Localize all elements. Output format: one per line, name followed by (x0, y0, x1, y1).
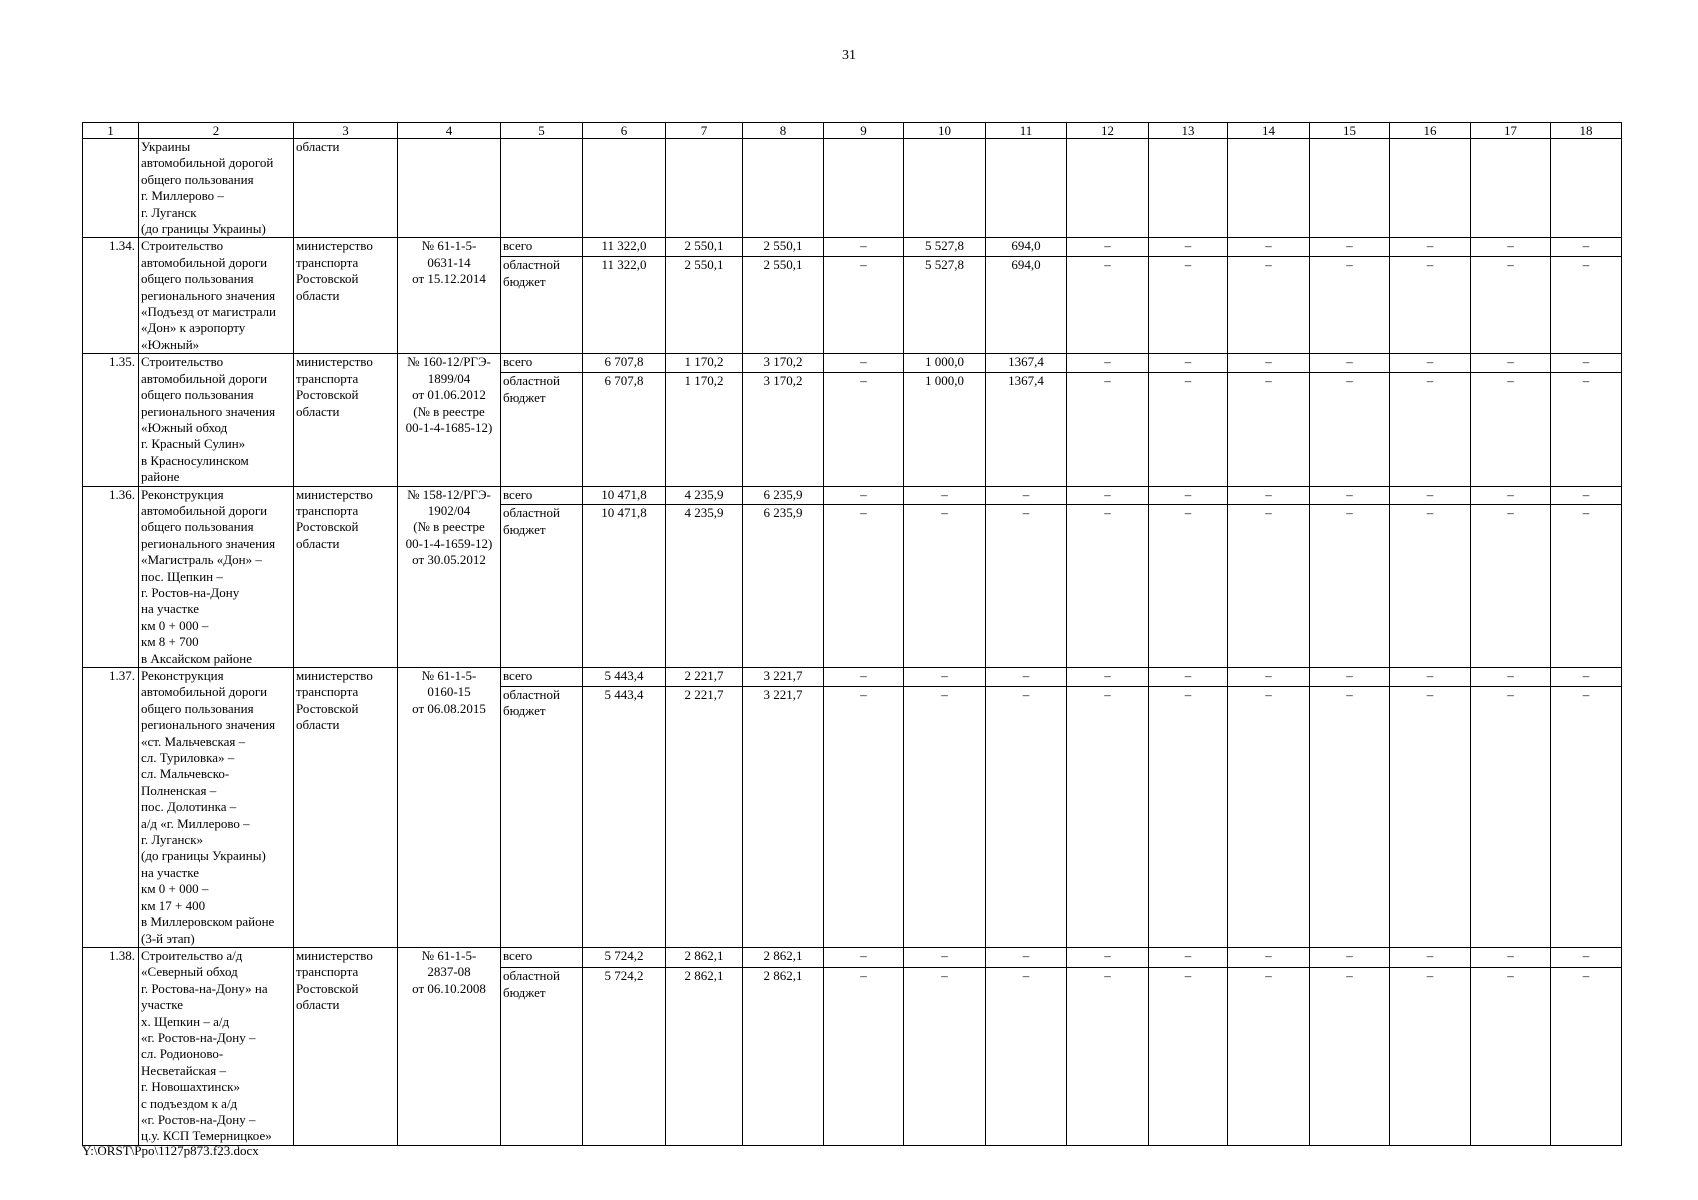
amount-cell: 5 527,8 (904, 257, 986, 354)
amount-cell: 4 235,9 (666, 486, 743, 505)
column-number-14: 14 (1228, 123, 1310, 139)
row-number: 1.38. (83, 947, 139, 1145)
amount-cell: 6 235,9 (743, 505, 824, 668)
row-number: 1.37. (83, 668, 139, 948)
amount-cell: – (1067, 354, 1149, 373)
agency: министерство транспорта Ростовской области (294, 486, 398, 667)
amount-cell: – (1149, 505, 1228, 668)
amount-cell: – (1551, 373, 1622, 486)
amount-cell: – (1551, 668, 1622, 687)
amount-cell: – (1390, 373, 1471, 486)
amount-cell: – (1149, 968, 1228, 1145)
column-number-row (83, 123, 1622, 139)
funding-source: областной бюджет (501, 257, 583, 354)
amount-cell: 2 862,1 (743, 947, 824, 968)
column-number-6: 6 (583, 123, 666, 139)
amount-cell: – (904, 947, 986, 968)
amount-cell: – (1149, 257, 1228, 354)
amount-cell: – (1390, 968, 1471, 1145)
amount-cell: – (1149, 686, 1228, 947)
amount-cell: – (1310, 947, 1390, 968)
amount-cell: – (1228, 238, 1310, 257)
document-ref: № 61-1-5- 0631-14 от 15.12.2014 (398, 238, 501, 354)
amount-cell: – (1149, 486, 1228, 505)
amount-cell: – (1067, 238, 1149, 257)
amount-cell: 2 550,1 (666, 257, 743, 354)
amount-cell: 6 707,8 (583, 373, 666, 486)
amount-cell: – (1551, 486, 1622, 505)
amount-cell: 2 550,1 (666, 238, 743, 257)
agency: министерство транспорта Ростовской области (294, 947, 398, 1145)
amount-cell: 10 471,8 (583, 505, 666, 668)
document-ref: № 61-1-5- 2837-08 от 06.10.2008 (398, 947, 501, 1145)
amount-cell: – (1390, 505, 1471, 668)
amount-cell: – (824, 486, 904, 505)
continuation-row (83, 139, 1622, 238)
amount-cell: 2 550,1 (743, 238, 824, 257)
amount-cell: – (1067, 486, 1149, 505)
amount-cell: – (1390, 686, 1471, 947)
funding-source: областной бюджет (501, 373, 583, 486)
amount-cell: 11 322,0 (583, 238, 666, 257)
agency: министерство транспорта Ростовской области (294, 354, 398, 486)
amount-cell: – (1551, 505, 1622, 668)
amount-cell: – (1390, 668, 1471, 687)
amount-cell: 1367,4 (986, 373, 1067, 486)
amount-cell: – (824, 968, 904, 1145)
amount-cell: – (1067, 668, 1149, 687)
funding-source: всего (501, 486, 583, 505)
document-ref: № 61-1-5- 0160-15 от 06.08.2015 (398, 668, 501, 948)
amount-cell: – (1310, 505, 1390, 668)
amount-cell: 10 471,8 (583, 486, 666, 505)
amount-cell: – (1228, 668, 1310, 687)
amount-cell: – (1471, 968, 1551, 1145)
amount-cell: – (1149, 238, 1228, 257)
row-number: 1.36. (83, 486, 139, 667)
funding-source: всего (501, 354, 583, 373)
amount-cell: – (1310, 668, 1390, 687)
amount-cell: 1 170,2 (666, 373, 743, 486)
amount-cell: – (1228, 373, 1310, 486)
program-table (82, 122, 1622, 1146)
amount-cell: – (1390, 257, 1471, 354)
amount-cell: – (1551, 354, 1622, 373)
row-number: 1.34. (83, 238, 139, 354)
amount-cell: – (1551, 968, 1622, 1145)
amount-cell: – (1551, 238, 1622, 257)
amount-cell: – (1067, 947, 1149, 968)
amount-cell: – (1390, 354, 1471, 373)
amount-cell: – (1228, 968, 1310, 1145)
row-number: 1.35. (83, 354, 139, 486)
amount-cell: 5 443,4 (583, 668, 666, 687)
amount-cell: – (986, 686, 1067, 947)
agency: министерство транспорта Ростовской области (294, 668, 398, 948)
amount-cell: – (1551, 686, 1622, 947)
amount-cell: – (1228, 257, 1310, 354)
amount-cell: – (1551, 257, 1622, 354)
amount-cell: – (1149, 668, 1228, 687)
amount-cell: 694,0 (986, 238, 1067, 257)
amount-cell: – (1149, 373, 1228, 486)
amount-cell: 1 000,0 (904, 354, 986, 373)
object-name: Строительство автомобильной дороги общего пользования регионального значения «Южный обход г. Красный Сулин» в Красносулинском районе (139, 354, 294, 486)
amount-cell: – (1390, 238, 1471, 257)
amount-cell: – (904, 505, 986, 668)
amount-cell: 5 443,4 (583, 686, 666, 947)
amount-cell: 5 527,8 (904, 238, 986, 257)
column-number-17: 17 (1471, 123, 1551, 139)
amount-cell: – (986, 947, 1067, 968)
page-number: 31 (842, 48, 856, 63)
footer-file-path: Y:\ORST\Ppo\1127p873.f23.docx (82, 1143, 259, 1158)
column-number-10: 10 (904, 123, 986, 139)
funding-source: всего (501, 947, 583, 968)
agency: министерство транспорта Ростовской области (294, 238, 398, 354)
funding-source: областной бюджет (501, 505, 583, 668)
amount-cell: – (1471, 668, 1551, 687)
amount-cell: – (1149, 947, 1228, 968)
amount-cell: – (1471, 238, 1551, 257)
amount-cell: – (1471, 373, 1551, 486)
amount-cell: 2 221,7 (666, 668, 743, 687)
funding-source: областной бюджет (501, 968, 583, 1145)
amount-cell: – (1390, 947, 1471, 968)
funding-source: всего (501, 668, 583, 687)
column-number-12: 12 (1067, 123, 1149, 139)
amount-cell: – (1471, 486, 1551, 505)
amount-cell: – (1067, 968, 1149, 1145)
agency: области (294, 139, 398, 238)
amount-cell: – (1310, 486, 1390, 505)
object-name: Реконструкция автомобильной дороги общего пользования регионального значения «Магистраль «Дон» – пос. Щепкин – г. Ростов-на-Дону на участке км 0 + 000 – км 8 + 700 в Аксайском районе (139, 486, 294, 667)
amount-cell: – (824, 505, 904, 668)
amount-cell: 3 170,2 (743, 354, 824, 373)
document-ref: № 160-12/РГЭ- 1899/04 от 01.06.2012 (№ в реестре 00-1-4-1685-12) (398, 354, 501, 486)
column-number-7: 7 (666, 123, 743, 139)
table-row (83, 947, 1622, 968)
amount-cell: – (904, 686, 986, 947)
amount-cell: – (1228, 486, 1310, 505)
amount-cell: – (1228, 947, 1310, 968)
cell-num (83, 139, 139, 238)
amount-cell: – (1067, 257, 1149, 354)
amount-cell: – (904, 668, 986, 687)
amount-cell: 6 707,8 (583, 354, 666, 373)
column-number-11: 11 (986, 123, 1067, 139)
table-row (83, 354, 1622, 373)
amount-cell: – (1228, 354, 1310, 373)
amount-cell: – (1551, 947, 1622, 968)
amount-cell: 3 221,7 (743, 668, 824, 687)
amount-cell: – (824, 257, 904, 354)
column-number-13: 13 (1149, 123, 1228, 139)
column-number-2: 2 (139, 123, 294, 139)
amount-cell: – (1228, 505, 1310, 668)
amount-cell: – (904, 968, 986, 1145)
amount-cell: – (1471, 257, 1551, 354)
document-ref: № 158-12/РГЭ- 1902/04 (№ в реестре 00-1-4-1659-12) от 30.05.2012 (398, 486, 501, 667)
column-number-1: 1 (83, 123, 139, 139)
amount-cell: – (1310, 354, 1390, 373)
amount-cell: – (1149, 354, 1228, 373)
amount-cell: – (1471, 947, 1551, 968)
amount-cell: – (824, 668, 904, 687)
amount-cell: 1 170,2 (666, 354, 743, 373)
column-number-18: 18 (1551, 123, 1622, 139)
amount-cell: – (1471, 505, 1551, 668)
amount-cell: 6 235,9 (743, 486, 824, 505)
amount-cell: 694,0 (986, 257, 1067, 354)
amount-cell: 1 000,0 (904, 373, 986, 486)
amount-cell: 3 221,7 (743, 686, 824, 947)
column-number-16: 16 (1390, 123, 1471, 139)
amount-cell: – (904, 486, 986, 505)
amount-cell: – (986, 668, 1067, 687)
column-number-4: 4 (398, 123, 501, 139)
amount-cell: – (986, 505, 1067, 668)
amount-cell: 11 322,0 (583, 257, 666, 354)
amount-cell: 4 235,9 (666, 505, 743, 668)
amount-cell: – (1471, 686, 1551, 947)
amount-cell: – (1310, 238, 1390, 257)
object-name: Украины автомобильной дорогой общего пользования г. Миллерово – г. Луганск (до границы Украины) (139, 139, 294, 238)
amount-cell: 1367,4 (986, 354, 1067, 373)
amount-cell: – (1390, 486, 1471, 505)
amount-cell: – (1067, 686, 1149, 947)
amount-cell: 2 862,1 (743, 968, 824, 1145)
amount-cell: – (1310, 686, 1390, 947)
funding-source: областной бюджет (501, 686, 583, 947)
amount-cell: – (824, 354, 904, 373)
amount-cell: 2 550,1 (743, 257, 824, 354)
amount-cell: 3 170,2 (743, 373, 824, 486)
column-number-3: 3 (294, 123, 398, 139)
column-number-9: 9 (824, 123, 904, 139)
amount-cell: – (824, 947, 904, 968)
amount-cell: 2 862,1 (666, 947, 743, 968)
amount-cell: – (824, 373, 904, 486)
amount-cell: – (1067, 373, 1149, 486)
amount-cell: – (1067, 505, 1149, 668)
amount-cell: – (1471, 354, 1551, 373)
amount-cell: – (1310, 257, 1390, 354)
object-name: Строительство а/д «Северный обход г. Ростова-на-Дону» на участке х. Щепкин – а/д «г. Ростов-на-Дону – сл. Родионово- Несветайская – г. Новошахтинск» с подъездом к а/д «г. Ростов-на-Дону – ц.у. КСП Темерницкое» (139, 947, 294, 1145)
object-name: Реконструкция автомобильной дороги общего пользования регионального значения «ст. Мальчевская – сл. Туриловка» – сл. Мальчевско- Полненская – пос. Долотинка – а/д «г. Миллерово – г. Луганск» (до границы Украины) на участке км 0 + 000 – км 17 + 400 в Миллеровском районе (3-й этап) (139, 668, 294, 948)
amount-cell: 5 724,2 (583, 947, 666, 968)
column-number-5: 5 (501, 123, 583, 139)
amount-cell: 2 221,7 (666, 686, 743, 947)
column-number-15: 15 (1310, 123, 1390, 139)
amount-cell: 5 724,2 (583, 968, 666, 1145)
amount-cell: – (824, 238, 904, 257)
amount-cell: – (986, 486, 1067, 505)
table-row (83, 668, 1622, 687)
amount-cell: – (1228, 686, 1310, 947)
amount-cell: – (1310, 373, 1390, 486)
amount-cell: – (1310, 968, 1390, 1145)
object-name: Строительство автомобильной дороги общего пользования регионального значения «Подъезд от магистрали «Дон» к аэропорту «Южный» (139, 238, 294, 354)
table-row (83, 238, 1622, 257)
column-number-8: 8 (743, 123, 824, 139)
table-row (83, 486, 1622, 505)
funding-source: всего (501, 238, 583, 257)
amount-cell: 2 862,1 (666, 968, 743, 1145)
amount-cell: – (824, 686, 904, 947)
amount-cell: – (986, 968, 1067, 1145)
